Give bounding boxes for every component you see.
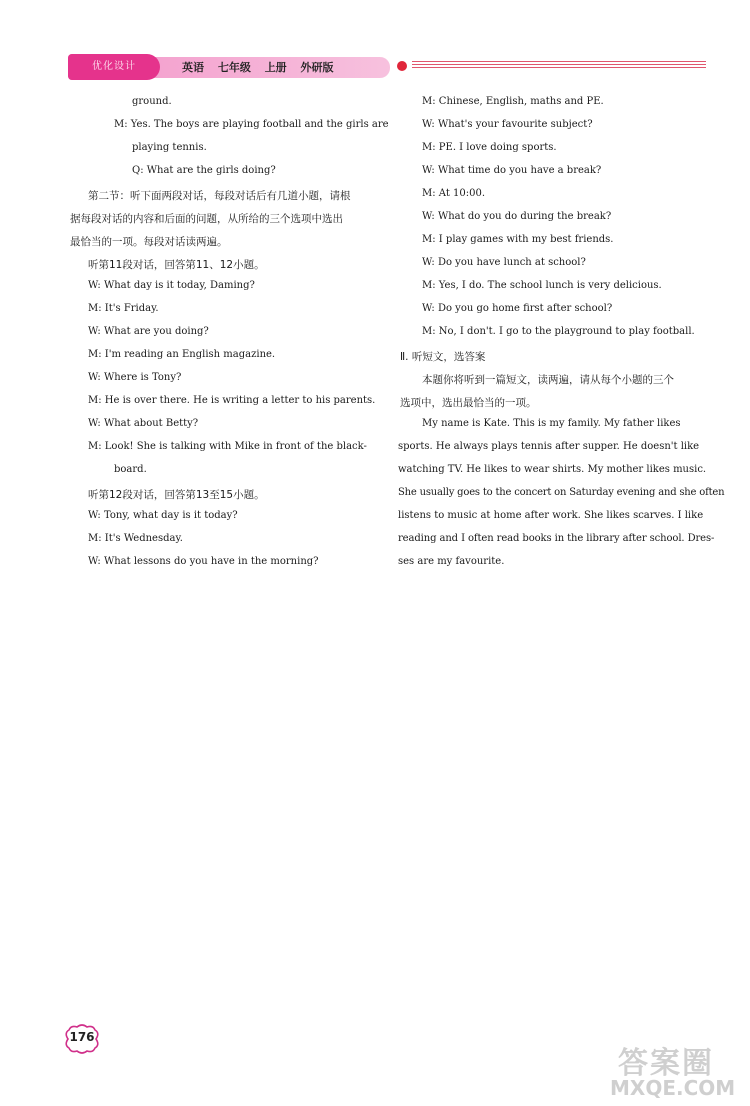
edition-label: 外研版 (300, 61, 334, 74)
watermark-logo: 答案圈 (618, 1046, 714, 1081)
text-line: Q: What are the girls doing? (132, 165, 276, 176)
page-number (62, 1024, 102, 1054)
section-instruction: 第二节：听下面两段对话，每段对话后有几道小题，请根 (88, 190, 351, 202)
text-line: W: What do you do during the break? (422, 211, 612, 222)
text-line: M: Yes. The boys are playing football and the girls are (114, 119, 389, 130)
passage-line: watching TV. He likes to wear shirts. My mother likes music. (398, 464, 707, 475)
section-heading: Ⅱ. 听短文，选答案 (400, 351, 486, 363)
text-line: M: Chinese, English, maths and PE. (422, 96, 604, 107)
text-line: ground. (132, 96, 172, 107)
header-rule (412, 61, 706, 70)
volume-label: 上册 (264, 61, 287, 74)
header-dot (397, 61, 407, 71)
section-instruction: 据每段对话的内容和后面的问题，从所给的三个选项中选出 (70, 213, 343, 225)
dialogue-heading: 听第12段对话，回答第13至15小题。 (88, 489, 265, 501)
section-instruction: 选项中，选出最恰当的一项。 (400, 397, 537, 409)
text-line: M: I play games with my best friends. (422, 234, 614, 245)
section-instruction: 最恰当的一项。每段对话读两遍。 (70, 236, 228, 248)
text-line: M: It's Friday. (88, 303, 159, 314)
passage-line: sports. He always plays tennis after supper. He doesn't like (398, 441, 700, 452)
text-line: W: What lessons do you have in the morning? (88, 556, 319, 567)
watermark-url: MXQE.COM (610, 1076, 736, 1100)
text-line: M: Yes, I do. The school lunch is very delicious. (422, 280, 662, 291)
text-line: M: No, I don't. I go to the playground to play football. (422, 326, 695, 337)
passage-line: ses are my favourite. (398, 556, 505, 567)
text-line: W: What day is it today, Daming? (88, 280, 255, 291)
text-line: M: I'm reading an English magazine. (88, 349, 276, 360)
dialogue-heading: 听第11段对话，回答第11、12小题。 (88, 259, 265, 271)
text-line: W: Do you have lunch at school? (422, 257, 586, 268)
text-line: playing tennis. (132, 142, 207, 153)
text-line: W: What's your favourite subject? (422, 119, 593, 130)
text-line: M: PE. I love doing sports. (422, 142, 557, 153)
book-title (182, 59, 344, 75)
text-line: W: Do you go home first after school? (422, 303, 613, 314)
text-line: W: Tony, what day is it today? (88, 510, 238, 521)
passage-line: listens to music at home after work. She likes scarves. I like (398, 510, 704, 521)
passage-line: My name is Kate. This is my family. My father likes (422, 418, 681, 429)
text-line: W: What are you doing? (88, 326, 209, 337)
subject-label: 英语 (182, 61, 204, 74)
text-line: M: He is over there. He is writing a letter to his parents. (88, 395, 376, 406)
section-instruction: 本题你将听到一篇短文，读两遍，请从每个小题的三个 (422, 374, 674, 386)
page-number-text: 176 (69, 1030, 95, 1044)
passage-line: She usually goes to the concert on Saturday evening and she often (398, 487, 725, 498)
text-line: M: It's Wednesday. (88, 533, 183, 544)
text-line: W: What time do you have a break? (422, 165, 602, 176)
text-line: W: Where is Tony? (88, 372, 182, 383)
text-line: board. (114, 464, 147, 475)
watermark (600, 1038, 750, 1106)
text-line: M: Look! She is talking with Mike in front of the black- (88, 441, 367, 452)
text-line: W: What about Betty? (88, 418, 199, 429)
text-line: M: At 10:00. (422, 188, 486, 199)
series-badge: 优化设计 (68, 54, 160, 80)
grade-label: 七年级 (217, 61, 251, 74)
passage-line: reading and I often read books in the library after school. Dres- (398, 533, 715, 544)
